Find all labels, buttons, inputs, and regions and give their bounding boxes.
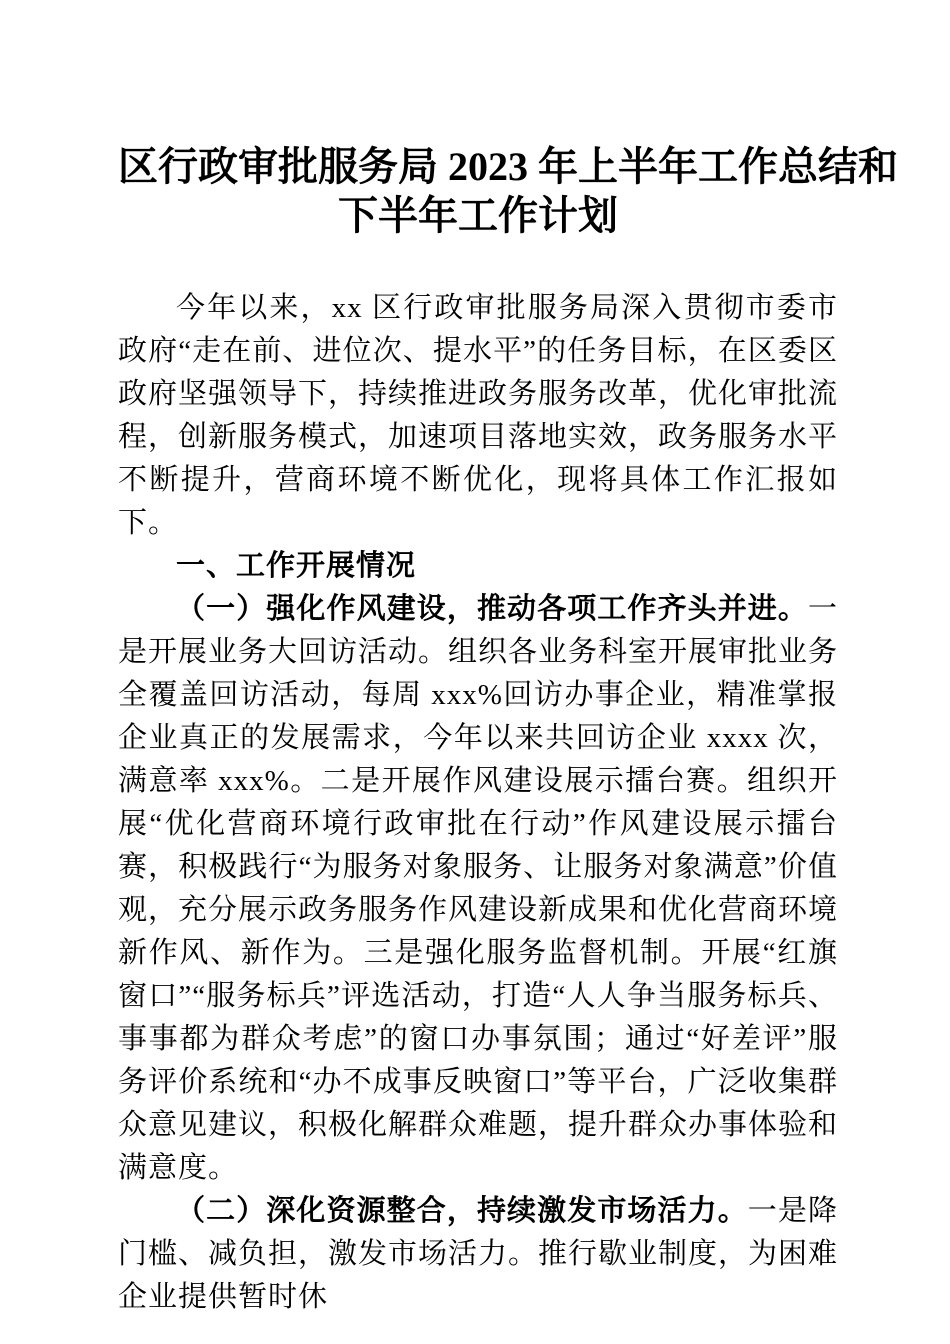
section1-paragraph-1-body: 一是开展业务大回访活动。组织各业务科室开展审批业务全覆盖回访活动，每周 xxx%回访办事企业，精准掌报企业真正的发展需求，今年以来共回访企业 xxxx 次，满意率 xxx%。二是开展作风建设展示擂台赛。组织开展“优化营商环境行政审批在行动”作风建设展示擂台赛，积极践行“为服务对象服务、让服务对象满意”价值观，充分展示政务服务作风建设新成果和优化营商环境新作风、新作为。三是强化服务监督机制。开展“红旗窗口”“服务标兵”评选活动，打造“人人争当服务标兵、事事都为群众考虑”的窗口办事氛围；通过“好差评”服务评价系统和“办不成事反映窗口”等平台，广泛收集群众意见建议，积极化解群众难题，提升群众办事体验和满意度。 [118,593,839,1184]
document-title-line-1: 区行政审批服务局 2023 年上半年工作总结和 [118,144,898,189]
section1-paragraph-1 [118,588,838,1190]
document-title-line-2: 下半年工作计划 [338,193,618,238]
section1-paragraph-2-body: 一是降门槛、减负担，激发市场活力。推行歇业制度，为困难企业提供暂时休 [118,1195,839,1313]
intro-paragraph: 今年以来，xx 区行政审批服务局深入贯彻市委市政府“走在前、进位次、提水平”的任务目标，在区委区政府坚强领导下，持续推进政务服务改革，优化审批流程，创新服务模式，加速项目落地实效，政务服务水平不断提升，营商环境不断优化，现将具体工作汇报如下。 [118,292,839,539]
section1-paragraph-2-lead: （二）深化资源整合，持续激发市场活力。 [176,1195,748,1227]
section-heading-1: 一、工作开展情况 [176,550,417,582]
section1-paragraph-2 [118,1190,838,1319]
document-title [118,142,898,240]
section1-paragraph-1-lead: （一）强化作风建设，推动各项工作齐头并进。 [176,593,808,625]
